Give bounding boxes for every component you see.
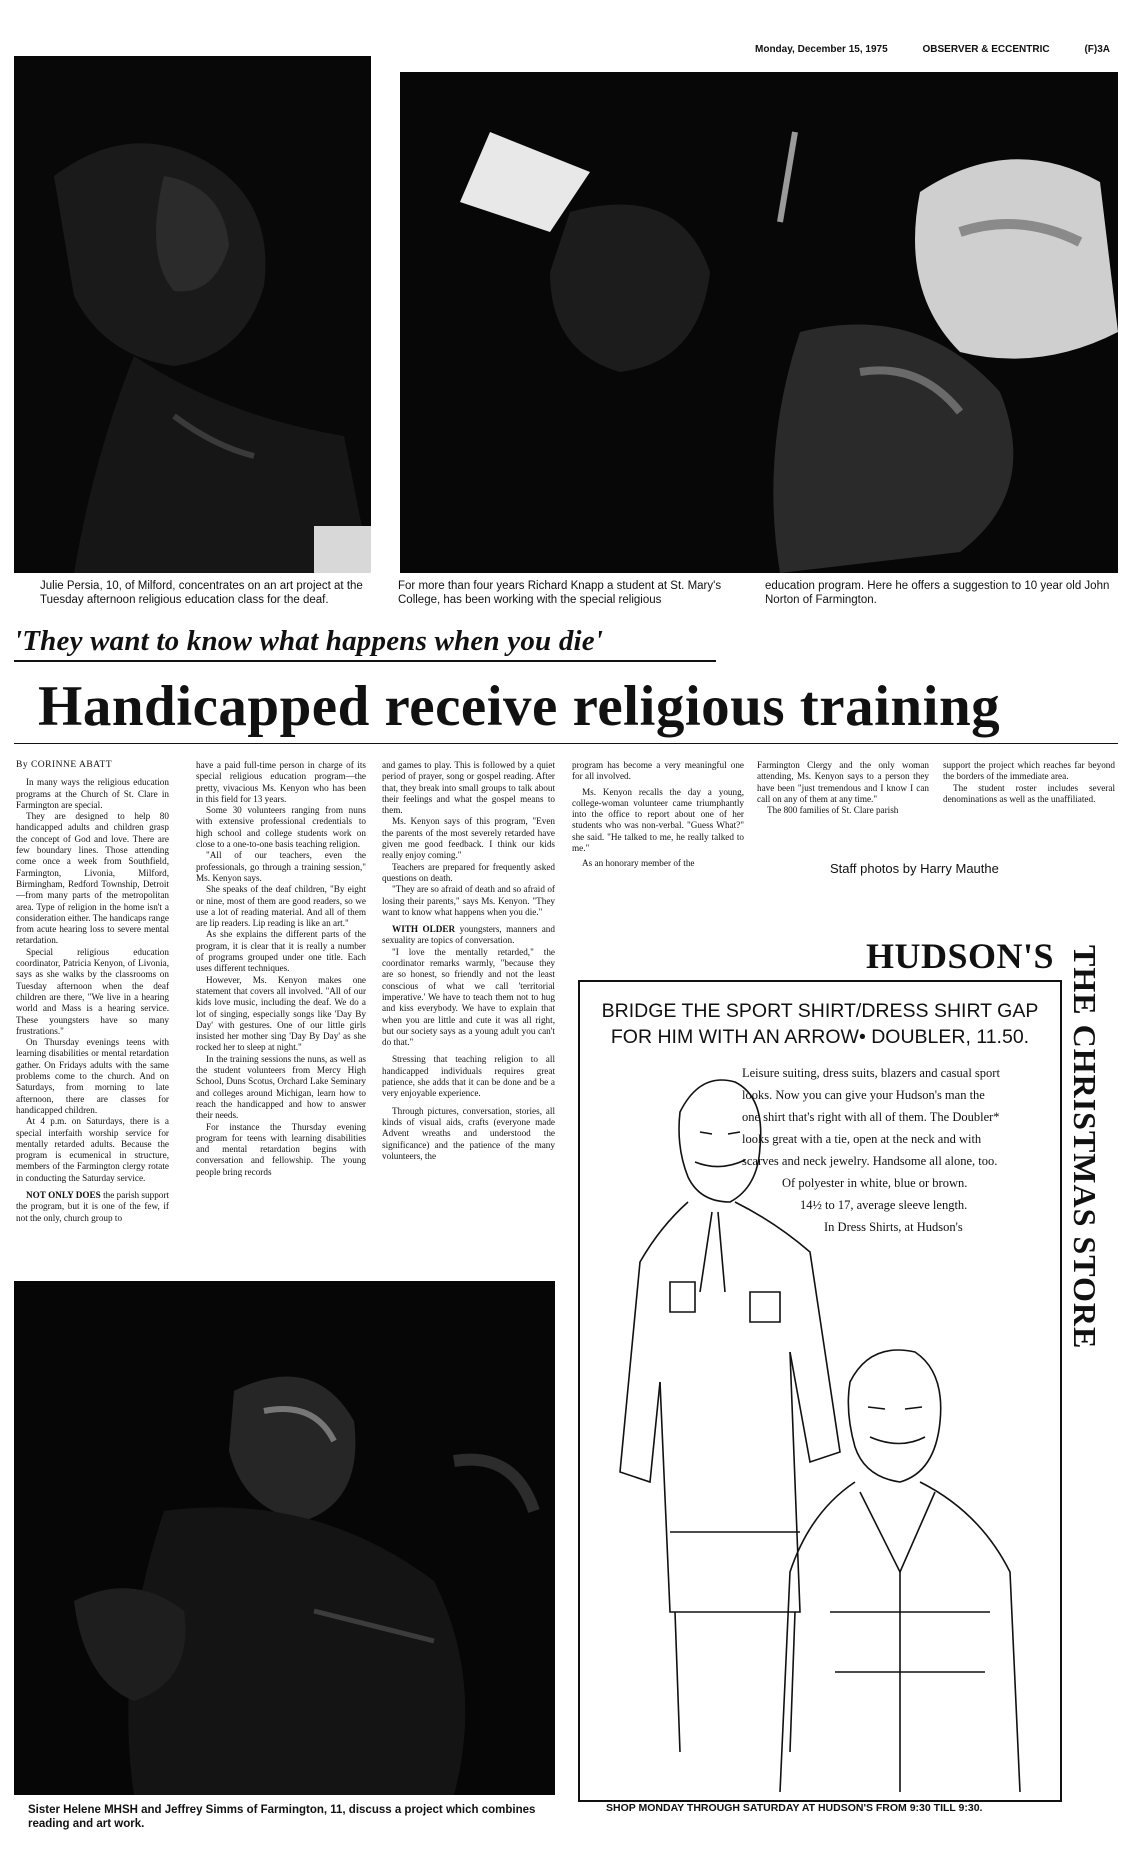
article-column-5 [757, 760, 929, 816]
byline: By CORINNE ABATT [16, 760, 113, 770]
paragraph: On Thursday evenings teens with learning disabilities or mental retardation gather. On Fridays adults with the same problems come to the church. And on Saturdays, from morning to late afternoon, there are classes for handicapped children. [16, 1037, 169, 1115]
paragraph: For instance the Thursday evening program for teens with learning disabilities and mental retardation begins with conversation and fellowship. The young people bring records [196, 1121, 366, 1177]
photo-art-project [14, 56, 371, 573]
ad-copy-line: looks great with a tie, open at the neck and with [742, 1132, 982, 1146]
masthead-paper: OBSERVER & ECCENTRIC [922, 44, 1050, 55]
ad-copy-line: Leisure suiting, dress suits, blazers and casual sport [742, 1066, 1000, 1080]
masthead-date: Monday, December 15, 1975 [755, 44, 888, 55]
paragraph: "I love the mentally retarded," the coordinator remarks warmly, "because they are so honest, so friendly and not the least conscious of what we call 'territorial imperative.' We have to teach them not to hug and kiss everybody. We have to explain that when you are little and cute it was all right, but our society says as a young adult you can't do that." [382, 946, 555, 1048]
ad-vertical-slogan: THE CHRISTMAS STORE [1067, 945, 1103, 1350]
caption-photo-1: Julie Persia, 10, of Milford, concentrates on an art project at the Tuesday afternoon religious education class for the deaf. [40, 580, 363, 606]
caption-photo-2b: education program. Here he offers a suggestion to 10 year old John Norton of Farmington. [765, 580, 1110, 606]
paragraph: She speaks of the deaf children, "By eight or nine, most of them are good readers, so we use a lot of reading material. And all of them are lip readers. Lip reading is like an art." [196, 884, 366, 929]
paragraph: As she explains the different parts of the program, it is clear that it is really a number of programs grouped under one title. Each uses different techniques. [196, 929, 366, 974]
article-column-6 [943, 760, 1115, 805]
ad-copy-line: 14½ to 17, average sleeve length. [800, 1198, 968, 1212]
ad-copy-line: In Dress Shirts, at Hudson's [824, 1220, 963, 1234]
paragraph: program has become a very meaningful one for all involved. [572, 760, 744, 782]
paragraph: As an honorary member of the [582, 858, 695, 869]
ad-shop-hours: SHOP MONDAY THROUGH SATURDAY AT HUDSON'S FROM 9:30 TILL 9:30. [606, 1802, 983, 1814]
ad-brand-hudsons: HUDSON'S [866, 936, 1055, 976]
paragraph: However, Ms. Kenyon makes one statement that covers all involved. "All of our kids love music, including the deaf. We do a lot of singing, especially songs like 'Day By Day' with gestures. One of our little girls insisted her mother sing 'Day By Day' as she rocked her to sleep at night." [196, 974, 366, 1053]
paragraph: In the training sessions the nuns, as well as the student volunteers from Mercy High School, Duns Scotus, Orchard Lake Seminary and colleges around Michigan, learn how to reach the handicapped and how to answer their needs. [196, 1053, 366, 1121]
paragraph: At 4 p.m. on Saturdays, there is a special interfaith worship service for mentally retarded adults. Because the program is ecumenical in structure, members of the Farmington clergy rotate in conducting the Saturday service. [16, 1116, 169, 1183]
paragraph-text: the parish support the program, but it is one of the few, if not the only, church group to [16, 1189, 169, 1223]
paragraph: and games to play. This is followed by a quiet period of prayer, song or gospel reading. After that, they break into small groups to talk about their feelings and what the gospel means to them. [382, 760, 555, 816]
article-column-1 [16, 760, 169, 1224]
article-column-4 [572, 760, 744, 870]
paragraph [382, 924, 555, 947]
ad-copy-line: Of polyester in white, blue or brown. [782, 1176, 968, 1190]
paragraph: Ms. Kenyon recalls the day a young, college-woman volunteer came triumphantly into the office to report about one of her students who was non-verbal. "Guess What?" she said. "He talked to me, he really talked to me." [572, 786, 744, 854]
ad-headline-line-1: BRIDGE THE SPORT SHIRT/DRESS SHIRT GAP [601, 1000, 1039, 1022]
article-column-3 [382, 760, 555, 1162]
article-column-2 [196, 760, 366, 1178]
paragraph: have a paid full-time person in charge of its special religious education program—the pretty, vivacious Ms. Kenyon who has been in this field for 13 years. [196, 760, 366, 804]
subhead-lead: NOT ONLY DOES [26, 1189, 101, 1200]
paragraph: Stressing that teaching religion to all handicapped individuals requires great patience, she adds that it can be done and be a very enjoyable experience. [382, 1054, 555, 1099]
masthead-page: (F)3A [1084, 44, 1110, 55]
ad-copy-line: one shirt that's right with all of them. The Doubler* [742, 1110, 1000, 1124]
photo-volunteer-helping [400, 72, 1118, 573]
paragraph: Farmington Clergy and the only woman attending, Ms. Kenyon says to a person they have been "just tremendous and I know I can call on any of them at any time." [757, 760, 929, 804]
paragraph-text: youngsters, manners and sexuality are topics of conversation. [382, 924, 555, 946]
paragraph: In many ways the religious education programs at the Church of St. Clare in Farmington are special. [16, 777, 169, 810]
kicker: 'They want to know what happens when you die' [14, 625, 604, 657]
paragraph: Special religious education coordinator, Patricia Kenyon, of Livonia, says as she walks by the classrooms on Tuesday afternoon when the deaf children are there, "We live in a hearing world and Mass is a hearing service. These youngsters have so many frustrations." [16, 946, 169, 1036]
photo-credit: Staff photos by Harry Mauthe [830, 861, 999, 876]
subhead-lead: WITH OLDER [392, 924, 456, 935]
paragraph: The student roster includes several denominations as well as the unaffiliated. [943, 782, 1115, 804]
headline-rule [14, 743, 1118, 744]
ad-copy-line: scarves and neck jewelry. Handsome all alone, too. [742, 1154, 998, 1168]
paragraph: "All of our teachers, even the professionals, go through a training session," Ms. Kenyon says. [196, 850, 366, 883]
paragraph: "They are so afraid of death and so afraid of losing their parents," says Ms. Kenyon. "They want to know what happens when you die." [382, 884, 555, 917]
ad-headline [580, 998, 1060, 1050]
caption-photo-2a: For more than four years Richard Knapp a student at St. Mary's College, has been working with the special religious [398, 580, 722, 606]
paragraph: The 800 families of St. Clare parish [767, 805, 899, 816]
paragraph: Teachers are prepared for frequently asked questions on death. [382, 861, 555, 883]
paragraph: Some 30 volunteers ranging from nuns with extensive professional credentials to high school and college students work on close to a one-to-one basis teaching religion. [196, 805, 366, 850]
paragraph [16, 1190, 169, 1224]
caption-photo-3: Sister Helene MHSH and Jeffrey Simms of Farmington, 11, discuss a project which combines reading and art work. [28, 1804, 536, 1830]
ad-illustration [600, 1052, 1040, 1792]
paragraph: Through pictures, conversation, stories, all kinds of visual aids, crafts (everyone made Advent wreaths and understood the significance) and the patience of the many volunteers, the [382, 1105, 555, 1161]
ad-copy-line: looks. Now you can give your Hudson's man the [742, 1088, 985, 1102]
ad-box [578, 980, 1062, 1802]
paragraph: They are designed to help 80 handicapped adults and children grasp the concept of God and love. There are few boundary lines. Those attending come once a week from Southfield, Farmington, Livonia, Milford, Birmingham, Redford Township, Detroit—from many parts of the metropolitan area. Type of religion in the home isn't a consideration either. The handicaps range from acute hearing loss to severe mental retardation. [16, 811, 169, 946]
headline: Handicapped receive religious training [38, 675, 1001, 738]
masthead [755, 44, 1110, 55]
photo-reading-art [14, 1281, 555, 1795]
kicker-rule [14, 660, 716, 662]
ad-headline-line-2: FOR HIM WITH AN ARROW• DOUBLER, 11.50. [610, 1026, 1030, 1048]
paragraph: Ms. Kenyon says of this program, "Even the parents of the most severely retarded have given me good feedback. I think our kids really enjoy coming." [382, 816, 555, 861]
paragraph: support the project which reaches far beyond the borders of the immediate area. [943, 760, 1115, 782]
